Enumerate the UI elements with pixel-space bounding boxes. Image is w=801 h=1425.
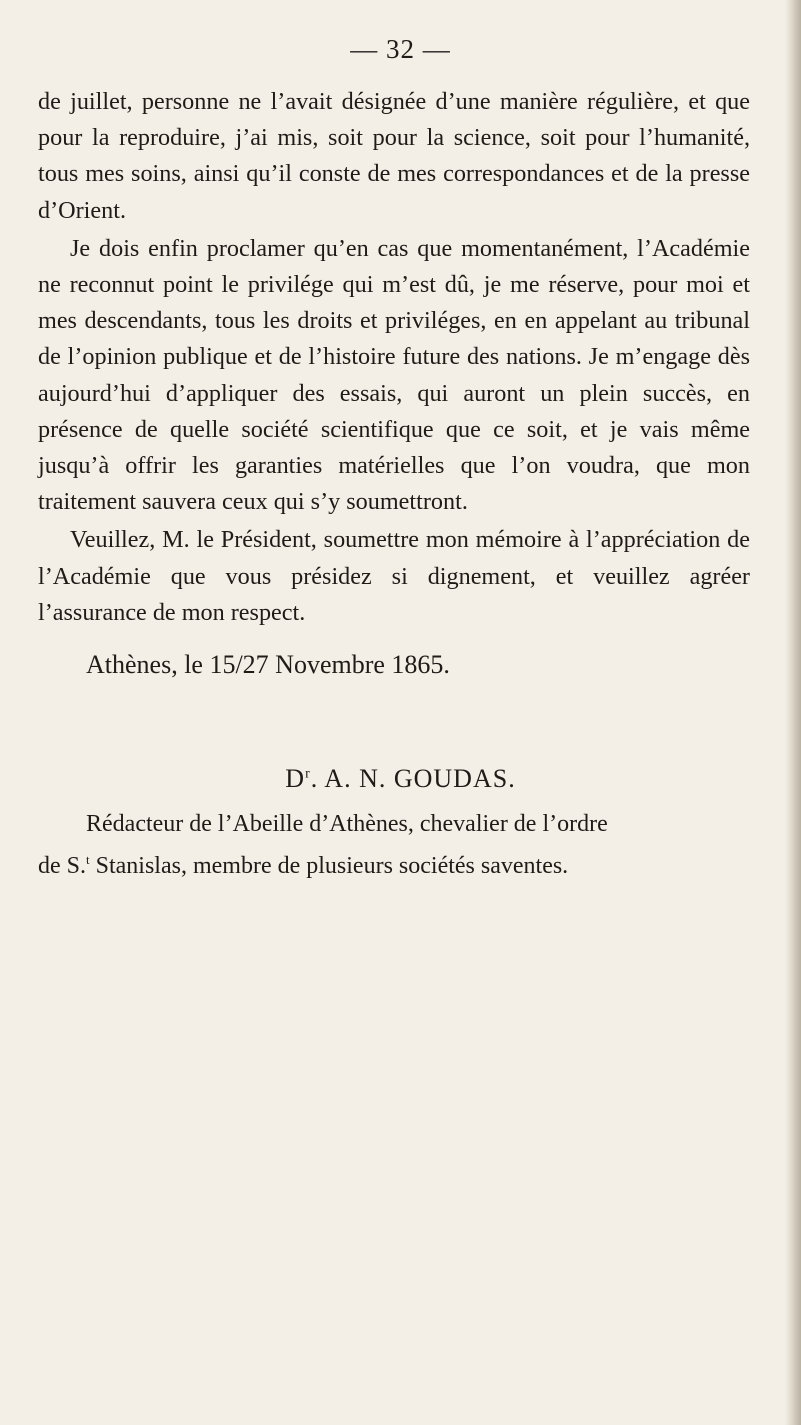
signature-name: . A. N. GOUDAS.	[310, 764, 516, 793]
paragraph-1: de juillet, personne ne l’avait désignée d’une manière régulière, et que pour la reproduire, j’ai mis, soit pour la science, soit pour l’humanité, tous mes soins, ainsi qu’il conste de mes correspondances et de la presse d’Orient.	[38, 88, 750, 224]
role-line-2-rest: Stanislas, membre de plusieurs sociétés saventes.	[89, 853, 569, 879]
role-line-1: Rédacteur de l’Abeille d’Athènes, chevalier de l’ordre	[86, 811, 608, 837]
letter-body	[38, 84, 750, 631]
paragraph-2: Je dois enfin proclamer qu’en cas que momentanément, l’Académie ne reconnut point le privilége qui m’est dû, je me réserve, pour moi et mes descendants, tous les droits et priviléges, en en appelant au tribunal de l’opinion publique et de l’histoire future des nations. Je m’engage dès aujourd’hui d’appliquer des essais, qui auront un plein succès, en présence de quelle société scientifique que ce soit, et je vais même jusqu’à offrir les garanties matérielles que l’on voudra, que mon traitement sauvera ceux qui s’y soumettront.	[38, 234, 750, 516]
role-line-2	[38, 842, 750, 884]
paragraph-3: Veuillez, M. le Président, soumettre mon mémoire à l’appréciation de l’Académie que vous présidez si dignement, et veuillez agréer l’assurance de mon respect.	[38, 526, 750, 626]
signature	[0, 764, 801, 794]
show-through-texture	[40, 880, 760, 1380]
page-number: — 32 —	[350, 34, 451, 64]
role-line-2-prefix: de S.	[38, 853, 86, 879]
dateline: Athènes, le 15/27 Novembre 1865.	[86, 650, 450, 679]
role-line-2-sup: t	[86, 852, 90, 867]
signature-title-sup: r	[305, 766, 311, 782]
page-edge-shadow	[785, 0, 801, 1425]
author-role	[38, 806, 750, 884]
signature-title: D	[285, 764, 306, 793]
